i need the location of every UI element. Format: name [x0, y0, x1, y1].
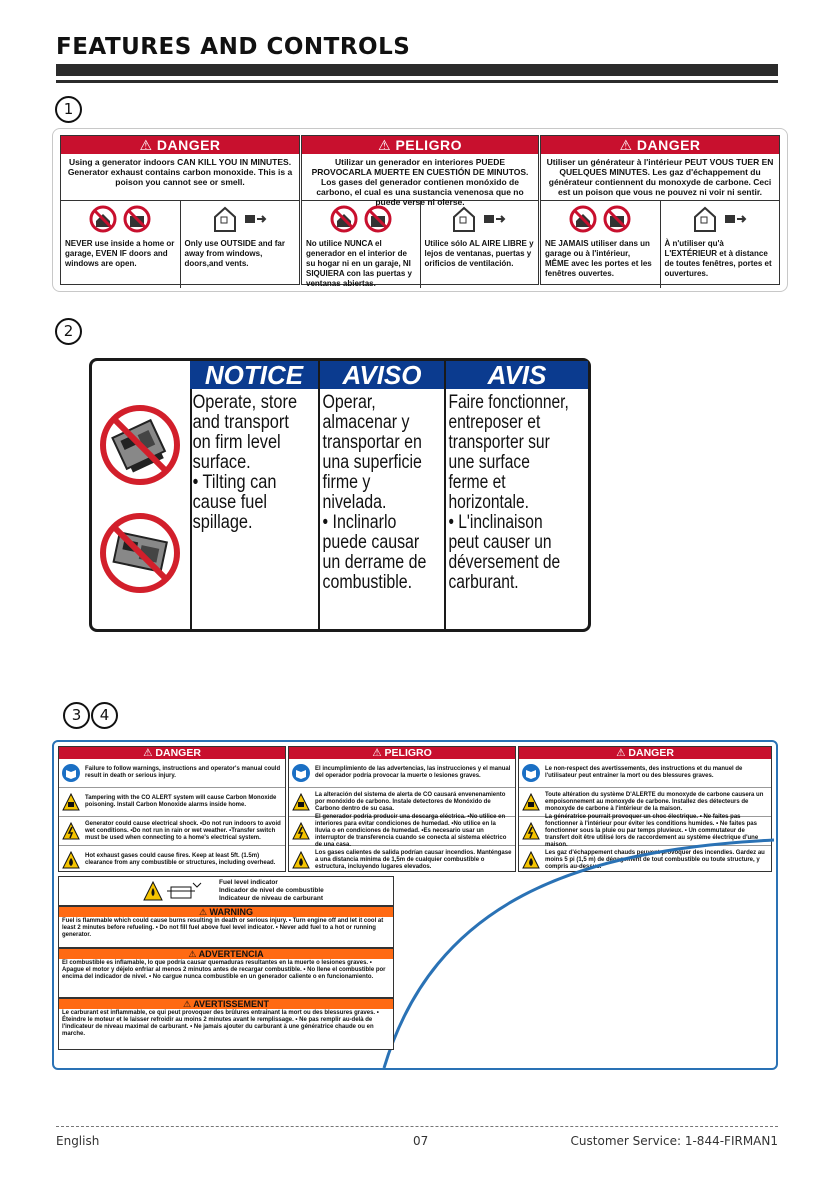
notice-heading: AVISO	[320, 361, 444, 389]
notice-line: Faire fonctionner,	[448, 392, 569, 413]
notice-line: and transport	[192, 412, 289, 433]
danger-row-text: Le non-respect des avertissements, des instructions et du manuel de l'utilisateur peut entraîner la mort ou des blessures graves.	[545, 766, 743, 779]
fuel-indicator-box	[58, 876, 394, 906]
fuel-level-icon	[143, 881, 207, 901]
fuel-warning-en	[58, 906, 394, 948]
danger-row-text: Failure to follow warnings, instructions and operator's manual could result in death or serious injury.	[85, 766, 281, 779]
danger-row-text: Toute altération du système D'ALERTE du monoxyde de carbone causera un empoisonnement au monoxyde de carbone. Installez des détecteurs de monoxyde de carbone à l'intérieur de la maison.	[545, 791, 764, 812]
notice-text	[320, 389, 444, 597]
marker-1: 1	[55, 96, 82, 123]
notice-line: • L'inclinaison	[448, 512, 543, 533]
warning-text: Le carburant est inflammable, ce qui peut provoquer des brûlures entraînant la mort ou des blessures graves. • Éteindre le moteur et le laisser refroidir au moins 2 minutes avant le remplissage. • Ne pas remplir au-delà de l'indicateur de niveau maximal de carburant. • Ne jamais ajouter du carburant à une génératrice chaude ou en marche.	[62, 1010, 379, 1037]
danger-row-text: El incumplimiento de las advertencias, las instrucciones y el manual del operador podría provocar la muerte o lesiones graves.	[315, 766, 511, 779]
generator-arrow-icon	[483, 211, 507, 227]
notice-column-es	[320, 361, 444, 629]
notice-line: Operar,	[322, 392, 376, 413]
panel-cell	[661, 201, 780, 288]
no-garage-icon	[123, 205, 151, 233]
notice-line: Operate, store	[192, 392, 298, 413]
house-outside-icon	[451, 205, 477, 233]
notice-text	[446, 389, 590, 597]
warning-label	[52, 740, 778, 1070]
fuel-indicator-line: Indicateur de niveau de carburant	[219, 895, 324, 902]
notice-line: entreposer et	[448, 412, 541, 433]
notice-line: surface.	[192, 452, 251, 473]
no-garage-icon	[364, 205, 392, 233]
notice-line: ferme et	[448, 472, 506, 493]
danger-row-text: Los gases calientes de salida podrían causar incendios. Manténgase a una distancia mínima de 1,5m de cualquier combustible o estructura, incluyendo lugares elevados.	[315, 849, 512, 870]
panel-cell	[181, 201, 300, 288]
panel-caption: No utilice NUNCA el generador en el interior de su hogar ni en un garaje, NI SIQUIERA con las puertas y ventanas abiertas.	[306, 239, 412, 288]
notice-line: déversement de	[448, 552, 561, 573]
notice-line: una superficie	[322, 452, 422, 473]
panel-text: Using a generator indoors CAN KILL YOU IN MINUTES. Generator exhaust contains carbon monoxide. This is a poison you cannot see or smell.	[61, 154, 299, 201]
panel-cell	[61, 201, 181, 288]
danger-panel-en	[60, 135, 300, 285]
notice-line: puede causar	[322, 532, 420, 553]
page-title: FEATURES AND CONTROLS	[56, 34, 411, 60]
notice-line: • Inclinarlo	[322, 512, 397, 533]
panel-heading: ⚠ PELIGRO	[289, 747, 515, 759]
no-house-icon	[330, 205, 358, 233]
notice-line: nivelada.	[322, 492, 387, 513]
footer-language: English	[56, 1134, 100, 1148]
marker-3: 3	[63, 702, 90, 729]
fuel-warning-es	[58, 948, 394, 998]
danger-row-text: Hot exhaust gases could cause fires. Keep at least 5ft. (1.5m) clearance from any combustible or structures, including overhead.	[85, 853, 276, 866]
fuel-warning-fr	[58, 998, 394, 1050]
warning-heading: ⚠ WARNING	[59, 907, 393, 917]
danger-row-text: Tampering with the CO ALERT system will cause Carbon Monoxide poisoning. Install Carbon Monoxide alarms inside home.	[85, 795, 277, 808]
notice-line: peut causer un	[448, 532, 552, 553]
notice-text	[190, 389, 317, 537]
fuel-indicator-line: Indicador de nivel de combustible	[219, 887, 324, 894]
no-garage-icon	[603, 205, 631, 233]
page-number: 07	[413, 1134, 429, 1148]
notice-line: carburant.	[448, 572, 519, 593]
panel-heading: ⚠ PELIGRO	[302, 136, 538, 154]
fuel-indicator-line: Fuel level indicator	[219, 879, 278, 886]
notice-line: transportar en	[322, 432, 422, 453]
notice-line: une surface	[448, 452, 530, 473]
warning-heading: ⚠ AVERTISSEMENT	[59, 999, 393, 1009]
notice-line: cause fuel	[192, 492, 268, 513]
notice-line: on firm level	[192, 432, 281, 453]
panel-caption: NE JAMAIS utiliser dans un garage ou à l'intérieur, MÊME avec les portes et les fenêtres ouvertes.	[545, 239, 652, 278]
panel-caption: NEVER use inside a home or garage, EVEN IF doors and windows are open.	[65, 239, 175, 268]
notice-line: almacenar y	[322, 412, 410, 433]
title-bar	[56, 64, 778, 76]
notice-line: un derrame de	[322, 552, 427, 573]
danger-panel-fr	[540, 135, 780, 285]
panel-caption: Utilice sólo AL AIRE LIBRE y lejos de ventanas, puertas y orificios de ventilación.	[424, 239, 534, 268]
panel-cell	[541, 201, 661, 288]
panel-cell	[421, 201, 539, 288]
panel-caption: Only use OUTSIDE and far away from windows, doors,and vents.	[184, 239, 285, 268]
panel-heading: ⚠ DANGER	[541, 136, 779, 154]
footer-rule	[56, 1126, 778, 1127]
notice-column-fr	[446, 361, 588, 629]
panel-heading: ⚠ DANGER	[519, 747, 771, 759]
house-outside-icon	[692, 205, 718, 233]
warning-heading: ⚠ ADVERTENCIA	[59, 949, 393, 959]
danger-panel-es	[301, 135, 539, 288]
generator-arrow-icon	[244, 211, 268, 227]
no-house-icon	[569, 205, 597, 233]
panel-text: Utiliser un générateur à l'intérieur PEUT VOUS TUER EN QUELQUES MINUTES. Les gaz d'échappement du générateur contiennent du monoxyde de carbone. Ceci est un poison que vous ne pouvez ni voir ni sentir.	[541, 154, 779, 201]
notice-line: • Tilting can	[192, 472, 277, 493]
fuel-indicator-text	[219, 879, 324, 903]
notice-line: firme y	[322, 472, 371, 493]
title-rule	[56, 80, 778, 83]
no-house-icon	[89, 205, 117, 233]
danger-row-text: La génératrice pourrait provoquer un choc électrique. • Ne faites pas fonctionner à l'intérieur pour éviter les conditions humides. • Ne faites pas fonctionner sous la pluie ou par temps pluvieux. • Un commutateur de transfert doit être utilisé lors de raccordement au système électrique d'une maison.	[545, 813, 759, 848]
panel-caption: À n'utiliser qu'à L'EXTÉRIEUR et à distance de toutes fenêtres, portes et ouvertures.	[664, 239, 772, 278]
panel-heading: ⚠ DANGER	[59, 747, 285, 759]
warning-text: El combustible es inflamable, lo que podría causar quemaduras resultantes en la muerte o lesiones graves. • Apague el motor y déjelo enfriar al menos 2 minutos antes de recargar combustible. • No llene el combustible por encima del indicador de nivel. • No cargue nunca combustible en un generador caliente o en funcionamiento.	[62, 960, 386, 980]
notice-label	[89, 358, 591, 632]
notice-line: horizontale.	[448, 492, 530, 513]
danger-row-text: Generator could cause electrical shock. •Do not run indoors to avoid wet conditions. •Do not run in rain or wet weather. •Transfer switch must be used when connecting to a home's electrical system.	[85, 820, 281, 841]
marker-4: 4	[91, 702, 118, 729]
notice-column-en	[190, 361, 318, 629]
notice-line: transporter sur	[448, 432, 550, 453]
notice-pictogram-panel	[92, 361, 192, 629]
no-tilt-generator-icon	[92, 361, 186, 627]
generator-arrow-icon	[724, 211, 748, 227]
warning-text: Fuel is flammable which could cause burns resulting in death or serious injury. • Turn engine off and let it cool at least 2 minutes before refueling. • Do not fill fuel above fuel level indicator. • Never add fuel to a hot or running generator.	[62, 918, 384, 938]
house-outside-icon	[212, 205, 238, 233]
danger-row-text: El generador podría producir una descarga eléctrica. •No utilice en interiores para evitar condiciones de humedad. •No utilice en la lluvia o en condiciones de humedad. •Es necesario usar un interruptor de transferencia cuando se conecta al sistema eléctrico de una casa.	[315, 813, 507, 848]
co-danger-label	[52, 128, 788, 292]
notice-heading: AVIS	[446, 361, 588, 389]
notice-line: spillage.	[192, 512, 253, 533]
customer-service: Customer Service: 1-844-FIRMAN1	[570, 1134, 778, 1148]
panel-text: Utilizar un generador en interiores PUEDE PROVOCARLA MUERTE EN CUESTIÓN DE MINUTOS. Los gases del generador contienen monóxido de carbono, el cual es una sustancia venenosa que no puede verse ni olerse.	[302, 154, 538, 201]
notice-line: combustible.	[322, 572, 413, 593]
panel-heading: ⚠ DANGER	[61, 136, 299, 154]
panel-cell	[302, 201, 421, 288]
danger-row-text: Les gaz d'échappement chauds peuvent provoquer des incendies. Gardez au moins 5 pi (1,5 m) de dégagement de tout combustible ou toute structure, y compris au-dessus.	[545, 849, 765, 870]
danger-row-text: La alteración del sistema de alerta de CO causará envenenamiento por monóxido de carbono. Instale detectores de Monóxido de Carbono dentro de su casa.	[315, 791, 506, 812]
notice-heading: NOTICE	[190, 361, 318, 389]
marker-2: 2	[55, 318, 82, 345]
